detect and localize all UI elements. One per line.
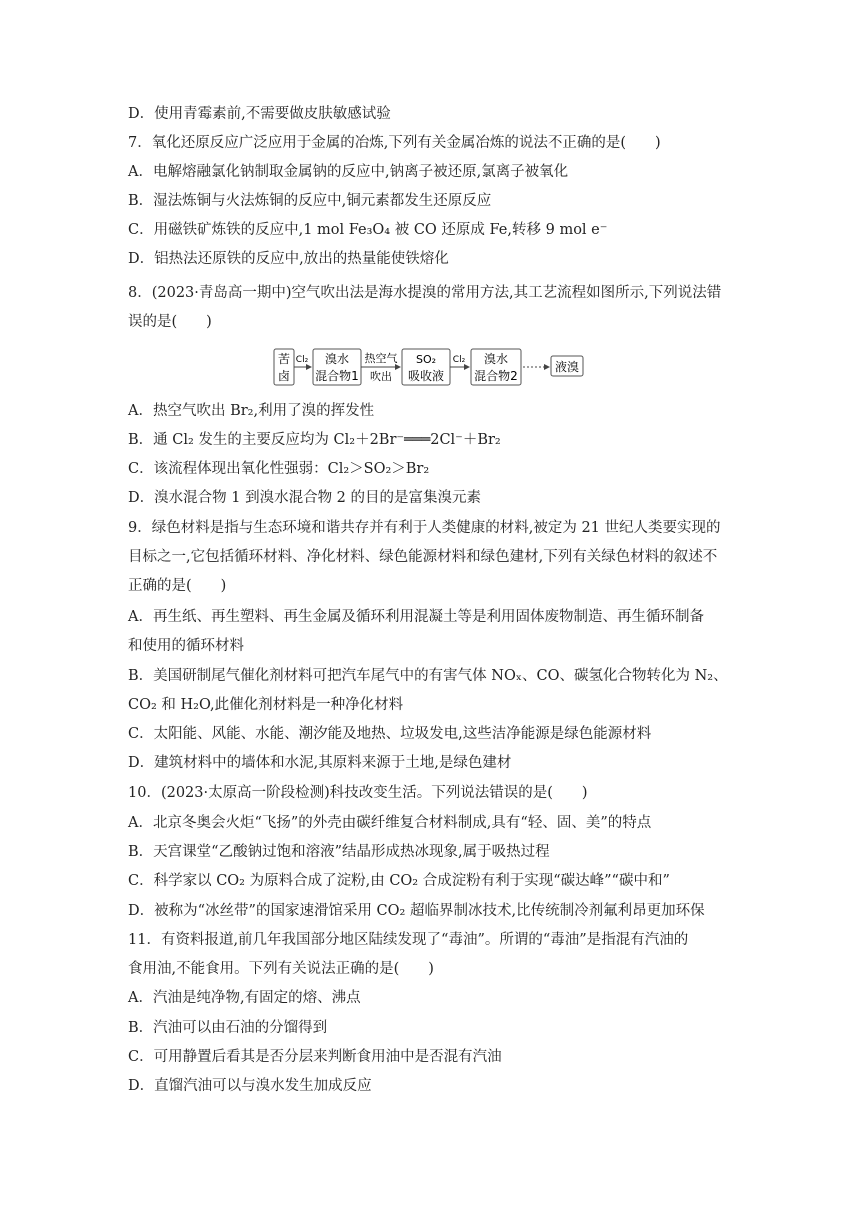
flow-arrow3-label: Cl₂ [452, 355, 466, 365]
flow-box4-line2: 混合物2 [474, 369, 518, 383]
question-9-line2: 目标之一,它包括循环材料、净化材料、绿色能源材料和绿色建材,下列有关绿色材料的叙述不 [128, 549, 718, 565]
flow-box3-line2: 吸收液 [407, 369, 445, 383]
flow-arrow1-label: Cl₂ [295, 355, 309, 365]
option-a-q9-line1: A．再生纸、再生塑料、再生金属及循环利用混凝土等是利用固体废物制造、再生循环制备 [128, 609, 704, 625]
option-b-q7: B．湿法炼铜与火法炼铜的反应中,铜元素都发生还原反应 [128, 193, 492, 209]
option-c-q7: C．用磁铁矿炼铁的反应中,1 mol Fe₃O₄ 被 CO 还原成 Fe,转移 9 mol e⁻ [128, 222, 608, 238]
question-10: 10．(2023·太原高一阶段检测)科技改变生活。下列说法错误的是( ) [128, 785, 588, 801]
option-b-q11: B．汽油可以由石油的分馏得到 [128, 1020, 328, 1036]
question-7: 7．氧化还原反应广泛应用于金属的冶炼,下列有关金属冶炼的说法不正确的是( ) [128, 135, 661, 151]
flow-box2-line2: 混合物1 [315, 369, 359, 383]
question-8-line2: 误的是( ) [128, 314, 212, 330]
flow-arrow2-label-bottom: 吹出 [370, 370, 392, 383]
bromine-process-flowchart [273, 347, 593, 387]
option-d-q10: D．被称为“冰丝带”的国家速滑馆采用 CO₂ 超临界制冰技术,比传统制冷剂氟利昂更加环保 [128, 903, 705, 919]
flow-box3-line1: SO₂ [415, 353, 437, 366]
option-d-q9: D．建筑材料中的墙体和水泥,其原料来源于土地,是绿色建材 [128, 755, 512, 771]
flow-box2-line1: 溴水 [324, 352, 350, 366]
question-11-line1: 11．有资料报道,前几年我国部分地区陆续发现了“毒油”。所谓的“毒油”是指混有汽油的 [128, 932, 689, 948]
flow-box1-line1: 苦 [277, 352, 291, 366]
option-d-q11: D．直馏汽油可以与溴水发生加成反应 [128, 1078, 372, 1094]
option-d-q7: D．铝热法还原铁的反应中,放出的热量能使铁熔化 [128, 251, 449, 267]
question-11-line2: 食用油,不能食用。下列有关说法正确的是( ) [128, 961, 434, 977]
option-a-q10: A．北京冬奥会火炬“飞扬”的外壳由碳纤维复合材料制成,具有“轻、固、美”的特点 [128, 815, 652, 831]
option-a-q9-line2: 和使用的循环材料 [128, 638, 244, 654]
question-9-line3: 正确的是( ) [128, 578, 227, 594]
flow-arrow2-label-top: 热空气 [364, 352, 398, 365]
option-c-q9: C．太阳能、风能、水能、潮汐能及地热、垃圾发电,这些洁净能源是绿色能源材料 [128, 726, 652, 742]
option-b-q8: B．通 Cl₂ 发生的主要反应均为 Cl₂＋2Br⁻═══2Cl⁻＋Br₂ [128, 432, 501, 448]
flow-box1-line2: 卤 [277, 369, 291, 383]
option-c-q11: C．可用静置后看其是否分层来判断食用油中是否混有汽油 [128, 1049, 502, 1065]
option-d-q8: D．溴水混合物 1 到溴水混合物 2 的目的是富集溴元素 [128, 490, 482, 506]
option-c-q10: C．科学家以 CO₂ 为原料合成了淀粉,由 CO₂ 合成淀粉有利于实现“碳达峰”“碳中和” [128, 873, 670, 889]
question-9-line1: 9．绿色材料是指与生态环境和谐共存并有利于人类健康的材料,被定为 21 世纪人类要实现的 [128, 520, 721, 536]
flow-box5-line1: 液溴 [554, 360, 580, 374]
option-d-q6: D．使用青霉素前,不需要做皮肤敏感试验 [128, 106, 391, 122]
option-b-q10: B．天宫课堂“乙酸钠过饱和溶液”结晶形成热冰现象,属于吸热过程 [128, 844, 550, 860]
question-8-line1: 8．(2023·青岛高一期中)空气吹出法是海水提溴的常用方法,其工艺流程如图所示,下列说法错 [128, 285, 722, 301]
option-a-q8: A．热空气吹出 Br₂,利用了溴的挥发性 [128, 403, 375, 419]
option-c-q8: C．该流程体现出氧化性强弱：Cl₂＞SO₂＞Br₂ [128, 461, 430, 477]
option-b-q9-line1: B．美国研制尾气催化剂材料可把汽车尾气中的有害气体 NOₓ、CO、碳氢化合物转化为 N₂、 [128, 668, 728, 684]
option-b-q9-line2: CO₂ 和 H₂O,此催化剂材料是一种净化材料 [128, 697, 404, 713]
flow-box4-line1: 溴水 [483, 352, 509, 366]
option-a-q11: A．汽油是纯净物,有固定的熔、沸点 [128, 990, 361, 1006]
option-a-q7: A．电解熔融氯化钠制取金属钠的反应中,钠离子被还原,氯离子被氧化 [128, 164, 569, 180]
